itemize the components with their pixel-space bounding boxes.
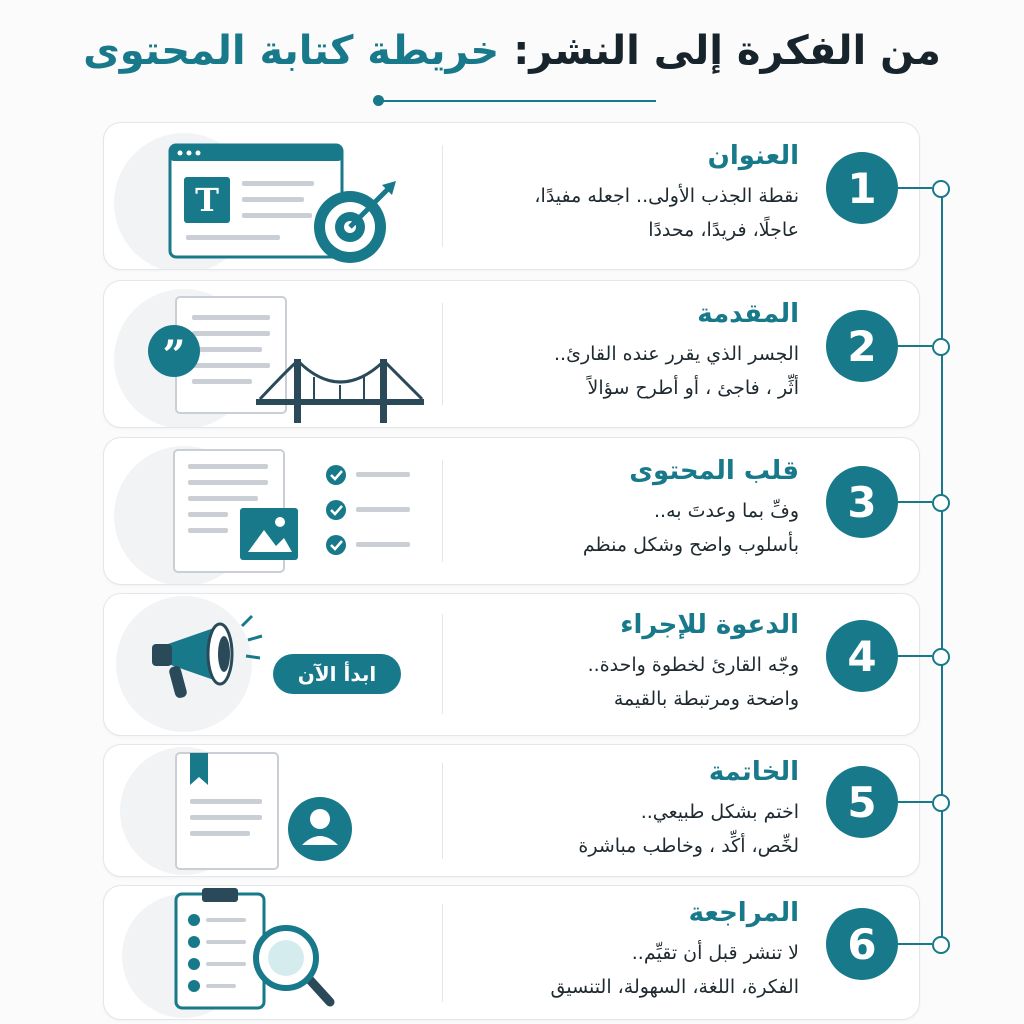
step-connector-5 xyxy=(898,801,932,803)
step-title: المقدمة xyxy=(697,299,799,329)
step-text-6 xyxy=(454,898,799,1004)
step-desc-line2: عاجلًا، فريدًا، محددًا xyxy=(648,219,799,241)
step-connector-3 xyxy=(898,501,932,503)
timeline-line xyxy=(941,188,943,943)
step-card-4 xyxy=(103,593,920,736)
title-prefix: من الفكرة إلى النشر: xyxy=(513,28,941,74)
step-desc-line1: وجّه القارئ لخطوة واحدة.. xyxy=(587,654,799,676)
step-card-2 xyxy=(103,280,920,428)
step-connector-4 xyxy=(898,655,932,657)
step-number-badge-6: 6 xyxy=(826,908,898,980)
step-title: المراجعة xyxy=(688,898,799,928)
step-title: الخاتمة xyxy=(708,757,799,787)
step-connector-1 xyxy=(898,187,932,189)
card-divider xyxy=(442,763,443,859)
step-desc-line2: واضحة ومرتبطة بالقيمة xyxy=(613,688,799,710)
step-title: العنوان xyxy=(707,141,799,171)
step-connector-6 xyxy=(898,943,932,945)
step-number-badge-4: 4 xyxy=(826,620,898,692)
svg-text:”: ” xyxy=(162,332,186,379)
checklist-document-icon xyxy=(104,438,442,584)
svg-text:T: T xyxy=(195,181,219,219)
clipboard-magnifier-icon xyxy=(104,886,442,1019)
timeline-node-3 xyxy=(932,494,950,512)
card-divider xyxy=(442,145,443,247)
step-number-badge-2: 2 xyxy=(826,310,898,382)
step-number-badge-5: 5 xyxy=(826,766,898,838)
timeline-node-5 xyxy=(932,794,950,812)
step-desc-line1: لا تنشر قبل أن تقيِّم.. xyxy=(631,942,799,964)
step-desc-line2: الفكرة، اللغة، السهولة، التنسيق xyxy=(550,976,799,998)
quote-bridge-icon xyxy=(104,281,442,427)
step-desc-line1: الجسر الذي يقرر عنده القارئ.. xyxy=(554,343,799,365)
step-card-3 xyxy=(103,437,920,585)
step-number-badge-3: 3 xyxy=(826,466,898,538)
title-highlight: خريطة كتابة المحتوى xyxy=(83,28,500,74)
step-desc-line1: وفِّ بما وعدتَ به.. xyxy=(654,500,799,522)
card-divider xyxy=(442,460,443,562)
step-text-5 xyxy=(454,757,799,863)
step-desc-line2: أثِّر ، فاجئ ، أو أطرح سؤالاً xyxy=(587,377,799,399)
bookmark-user-icon xyxy=(104,745,442,876)
step-connector-2 xyxy=(898,345,932,347)
step-number-badge-1: 1 xyxy=(826,152,898,224)
step-text-4 xyxy=(454,610,799,716)
card-divider xyxy=(442,614,443,714)
step-desc-line1: نقطة الجذب الأولى.. اجعله مفيدًا، xyxy=(534,185,799,207)
timeline-node-6 xyxy=(932,936,950,954)
step-desc-line2: لخِّص، أكِّد ، وخاطب مباشرة xyxy=(578,835,799,857)
timeline-node-4 xyxy=(932,648,950,666)
title-underline-dot xyxy=(373,95,384,106)
title-underline xyxy=(376,100,656,102)
page-title xyxy=(0,28,1024,74)
step-text-2 xyxy=(454,299,799,405)
step-text-3 xyxy=(454,456,799,562)
start-now-button: ابدأ الآن xyxy=(273,654,401,694)
step-card-5 xyxy=(103,744,920,877)
step-title: قلب المحتوى xyxy=(629,456,799,486)
timeline-node-1 xyxy=(932,180,950,198)
step-text-1 xyxy=(454,141,799,247)
card-divider xyxy=(442,303,443,405)
step-desc-line2: بأسلوب واضح وشكل منظم xyxy=(582,534,799,556)
step-title: الدعوة للإجراء xyxy=(620,610,799,640)
headline-target-icon xyxy=(104,123,442,269)
timeline-node-2 xyxy=(932,338,950,356)
card-divider xyxy=(442,904,443,1002)
step-card-6 xyxy=(103,885,920,1020)
step-desc-line1: اختم بشكل طبيعي.. xyxy=(640,801,799,823)
step-card-1 xyxy=(103,122,920,270)
